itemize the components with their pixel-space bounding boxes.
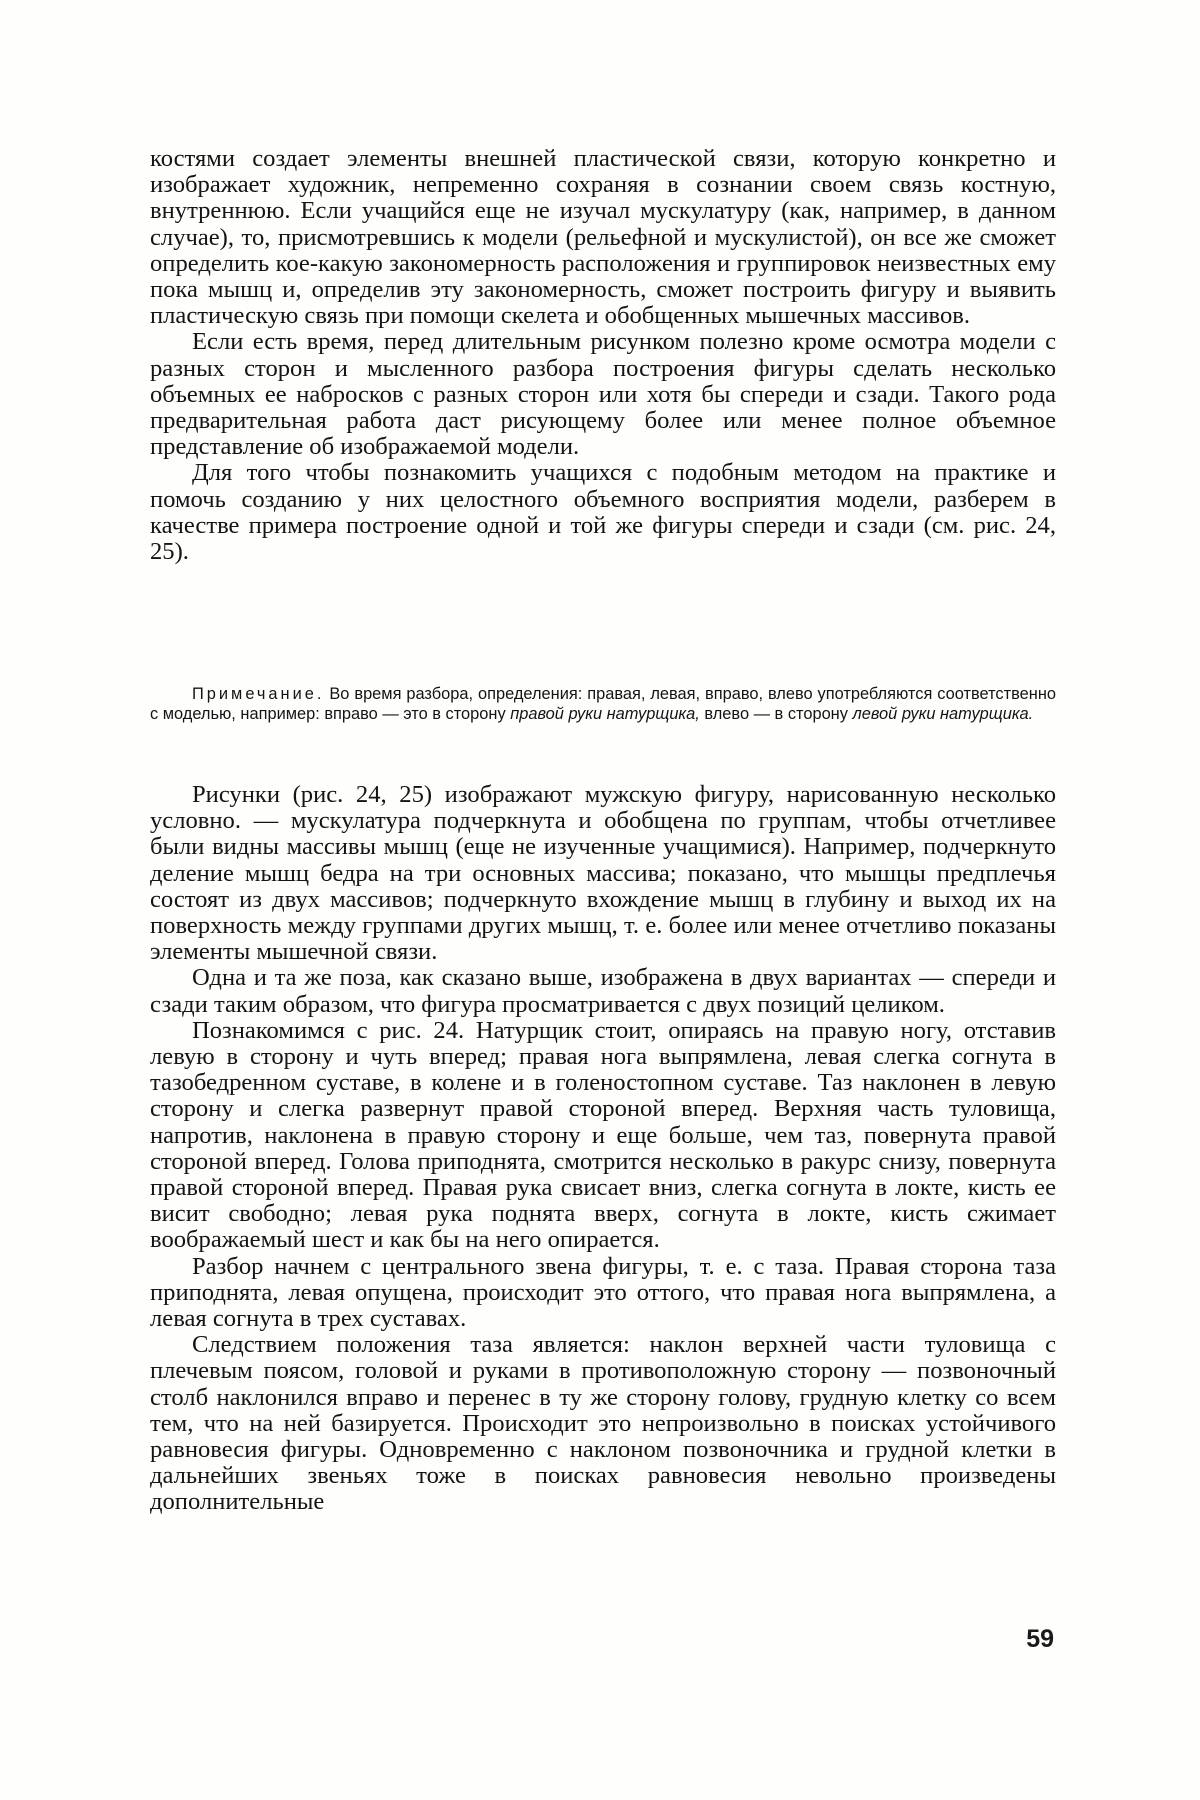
paragraph: Познакомимся с рис. 24. Натурщик стоит, опираясь на правую ногу, отставив левую в сторону и чуть вперед; правая нога выпрямлена, левая слегка согнута в тазобедренном суставе, в колене и в голеностопном суставе. Таз наклонен в левую сторону и слегка развернут правой стороной вперед. Верхняя часть туловища, напротив, наклонена в правую сторону и еще больше, чем таз, повернута правой стороной вперед. Голова приподнята, смотрится несколько в ракурс снизу, повернута правой стороной вперед. Правая рука свисает вниз, слегка согнута в локте, кисть ее висит свободно; левая рука поднята вверх, согнута в локте, кисть сжимает воображаемый шест и как бы на него опирается.: [150, 1016, 1056, 1254]
footnote-label: Примечание.: [192, 685, 325, 703]
paragraph: Разбор начнем с центрального звена фигуры, т. е. с таза. Правая сторона таза приподнята, левая опущена, происходит это оттого, что правая нога выпрямлена, а левая согнута в трех суставах.: [150, 1252, 1056, 1333]
paragraph: костями создает элементы внешней пластической связи, которую конкретно и изображает художник, непременно сохраняя в сознании своем связь костную, внутреннюю. Если учащийся еще не изучал мускулатуру (как, например, в данном случае), то, присмотревшись к модели (рельефной и мускулистой), он все же сможет определить кое-какую закономерность расположения и группировок неизвестных ему пока мышц и, определив эту закономерность, сможет построить фигуру и выявить пластическую связь при помощи скелета и обобщенных мышечных массивов.: [150, 145, 1056, 330]
page-number: 59: [1026, 1625, 1054, 1653]
paragraph: Для того чтобы познакомить учащихся с подобным методом на практике и помочь созданию у них целостного объемного восприятия модели, разберем в качестве примера построение одной и той же фигуры спереди и сзади (см. рис. 24, 25).: [150, 459, 1056, 566]
main-text-bottom: [150, 782, 1056, 1516]
paragraph: Если есть время, перед длительным рисунком полезно кроме осмотра модели с разных сторон и мысленного разбора построения фигуры сделать несколько объемных ее набросков с разных сторон или хотя бы спереди и сзади. Такого рода предварительная работа даст рисующему более или менее полное объемное представление об изображаемой модели.: [150, 328, 1056, 461]
paragraph: Одна и та же поза, как сказано выше, изображена в двух вариантах — спереди и сзади таким образом, что фигура просматривается с двух позиций целиком.: [150, 964, 1056, 1018]
footnote-text-middle: влево — в сторону: [704, 705, 848, 723]
main-text-top: [150, 146, 1056, 565]
footnote-italic-left: левой руки натурщика.: [852, 705, 1034, 723]
footnote-text: Во время разбора, определения: правая, левая, вправо, влево употребляются соответственно с моделью, например: вправо — это в сторону: [150, 685, 1056, 723]
paragraph: Следствием положения таза является: наклон верхней части туловища с плечевым поясом, головой и руками в противоположную сторону — позвоночный столб наклонился вправо и перенес в ту же сторону голову, грудную клетку со всем тем, что на ней базируется. Происходит это непроизвольно в поисках устойчивого равновесия фигуры. Одновременно с наклоном позвоночника и грудной клетки в дальнейших звеньях тоже в поисках равновесия невольно произведены дополнительные: [150, 1331, 1056, 1516]
footnote: [150, 684, 1056, 724]
paragraph: Рисунки (рис. 24, 25) изображают мужскую фигуру, нарисованную несколько условно. — мускулатура подчеркнута и обобщена по группам, чтобы отчетливее были видны массивы мышц (еще не изученные учащимися). Например, подчеркнуто деление мышц бедра на три основных массива; показано, что мышцы предплечья состоят из двух массивов; подчеркнуто вхождение мышц в глубину и выход их на поверхность между группами других мышц, т. е. более или менее отчетливо показаны элементы мышечной связи.: [150, 781, 1056, 966]
footnote-italic-right: правой руки натурщика,: [510, 705, 700, 723]
